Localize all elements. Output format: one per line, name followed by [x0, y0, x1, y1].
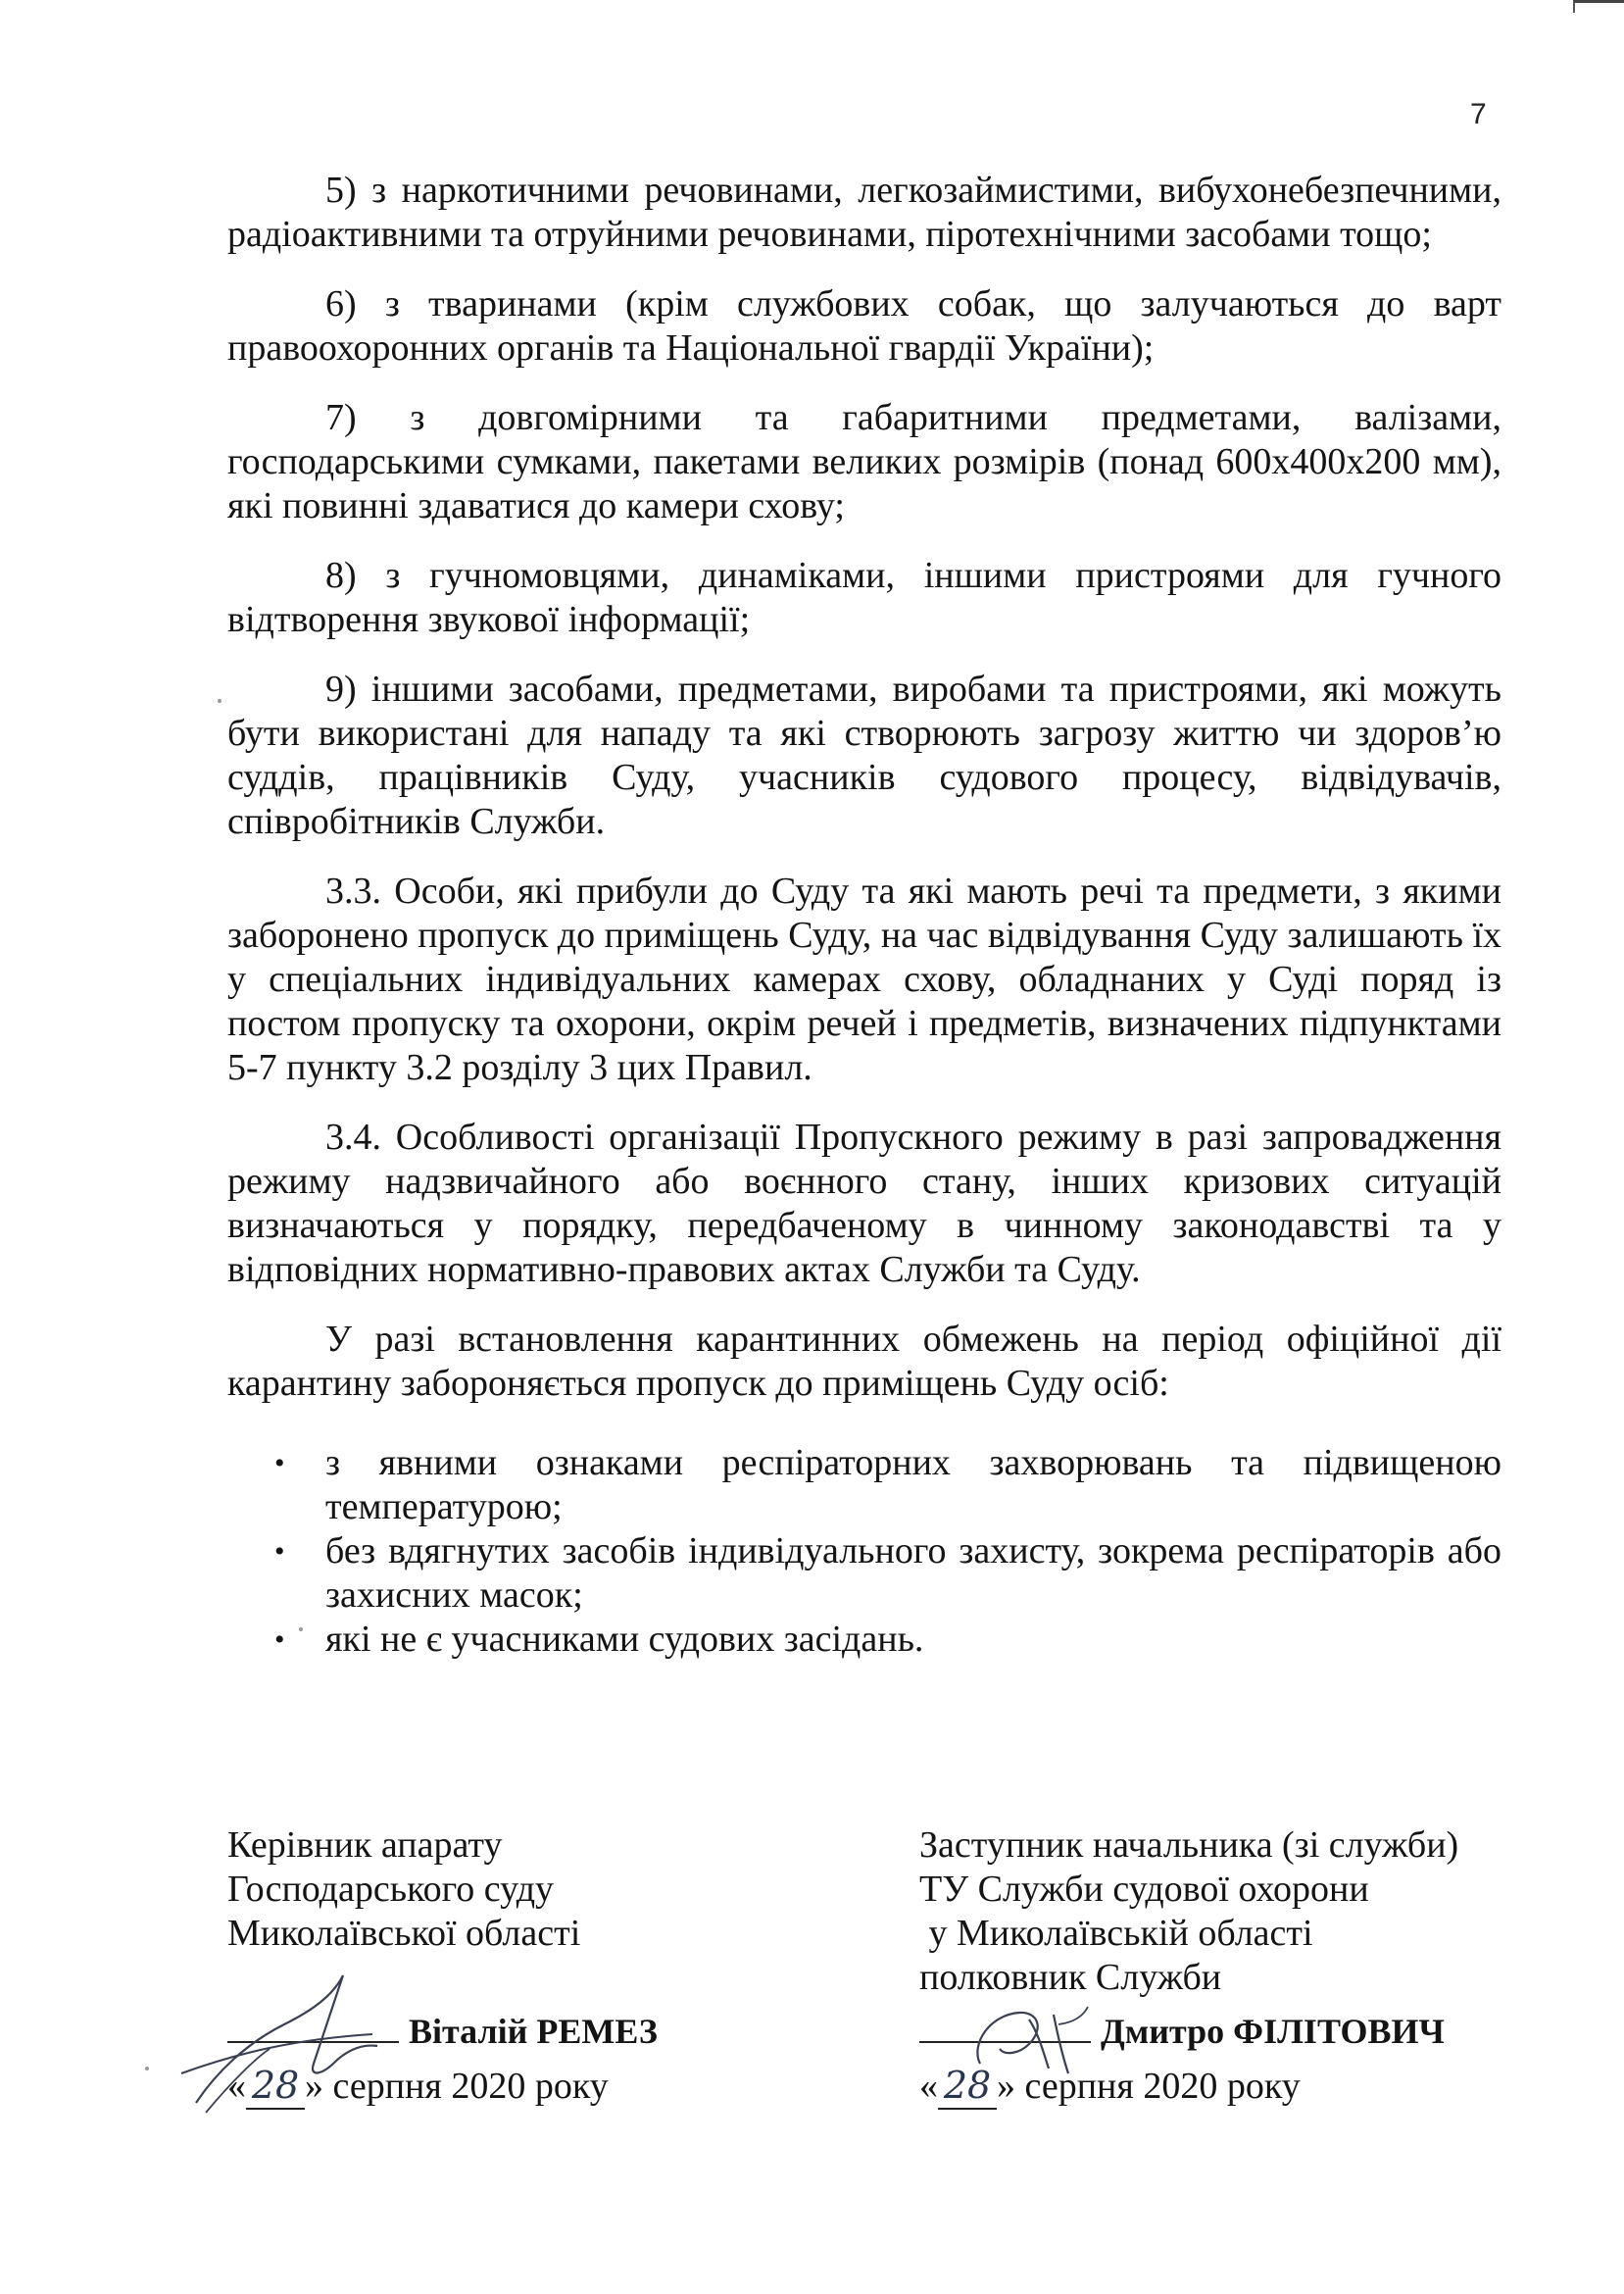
scan-speck: [145, 2067, 149, 2070]
bullet-text: які не є учасниками судових засідань.: [325, 1619, 924, 1660]
signature-block-left: [227, 1823, 855, 2110]
bullet-icon: •: [274, 1535, 285, 1568]
signer-title-line: ТУ Служби судової охорони: [919, 1869, 1369, 1910]
bullet-item: [227, 1441, 1501, 1529]
bullet-item: [227, 1618, 1501, 1662]
bullet-icon: •: [274, 1447, 285, 1479]
paragraph-item-7: 7) з довгомірними та габаритними предметами, валізами, господарськими сумками, пакетами великих розмірів (понад 600х400х200 мм), які повинні здаватися до камери схову;: [227, 397, 1501, 526]
signature-date: [227, 2064, 855, 2110]
bullet-item: [227, 1529, 1501, 1618]
signer-title-line: Заступник начальника (зі служби): [919, 1824, 1459, 1866]
paragraph-item-5: 5) з наркотичними речовинами, легкозаймистими, вибухонебезпечними, радіоактивними та отруйними речовинами, піротехнічними засобами тощо;: [227, 170, 1501, 255]
date-rest: » серпня 2020 року: [305, 2066, 609, 2107]
date-open-quote: «: [919, 2066, 938, 2107]
signature-line: [919, 2041, 1091, 2043]
paragraph-item-6: 6) з тваринами (крім службових собак, що залучаються до варт правоохоронних органів та Національної гвардії України);: [227, 283, 1501, 369]
paragraph-3-3: 3.3. Особи, які прибули до Суду та які мають речі та предмети, з якими заборонено пропуск до приміщень Суду, на час відвідування Суду залишають їх у спеціальних індивідуальних камерах схову, обладнаних у Суді поряд із постом пропуску та охорони, окрім речей і предметів, визначених підпунктами 5-7 пункту 3.2 розділу 3 цих Правил.: [227, 871, 1501, 1088]
signer-title-line: Керівник апарату: [227, 1824, 503, 1866]
date-day-handwritten: 28: [938, 2064, 997, 2110]
paragraph-quarantine: У разі встановлення карантинних обмежень на період офіційної дії карантину забороняється пропуск до приміщень Суду осіб:: [227, 1319, 1501, 1404]
signer-name: Віталій РЕМЕЗ: [409, 2012, 658, 2051]
date-open-quote: «: [227, 2066, 246, 2107]
bullet-text: з явними ознаками респіраторних захворювань та підвищеною температурою;: [325, 1442, 1501, 1527]
scan-speck: [299, 1627, 303, 1631]
paragraph-item-9: 9) іншими засобами, предметами, виробами та пристроями, які можуть бути використані для нападу та які створюють загрозу життю чи здоров’ю суддів, працівників Суду, учасників судового процесу, відвідувачів, співробітників Служби.: [227, 669, 1501, 842]
signer-title-line: полковник Служби: [919, 1957, 1222, 1998]
signature-block-right: [919, 1823, 1547, 2110]
date-rest: » серпня 2020 року: [997, 2066, 1301, 2107]
signer-name-row: [227, 2010, 855, 2054]
signature-line: [227, 2041, 399, 2043]
scan-speck: [218, 699, 221, 703]
date-day-handwritten: 28: [246, 2064, 305, 2110]
paragraph-item-8: 8) з гучномовцями, динаміками, іншими пристроями для гучного відтворення звукової інформації;: [227, 555, 1501, 640]
bullet-icon: •: [274, 1623, 285, 1656]
signature-date: [919, 2064, 1547, 2110]
signer-name: Дмитро ФІЛІТОВИЧ: [1101, 2012, 1445, 2051]
signer-name-row: [919, 2010, 1547, 2054]
quarantine-bullet-list: [227, 1441, 1501, 1662]
signer-title-line: у Миколаївській області: [919, 1913, 1313, 1954]
signer-title-line: Господарського суду: [227, 1869, 555, 1910]
signer-title-line: Миколаївської області: [227, 1913, 581, 1954]
scan-corner-mark: [1573, 0, 1624, 13]
page-number: 7: [1470, 98, 1487, 130]
paragraph-3-4: 3.4. Особливості організації Пропускного режиму в разі запровадження режиму надзвичайного або воєнного стану, інших кризових ситуацій визначаються у порядку, передбаченому в чинному законодавстві та у відповідних нормативно-правових актах Служби та Суду.: [227, 1117, 1501, 1290]
bullet-text: без вдягнутих засобів індивідуального захисту, зокрема респіраторів або захисних масок;: [325, 1530, 1501, 1616]
document-body: [227, 169, 1501, 1662]
